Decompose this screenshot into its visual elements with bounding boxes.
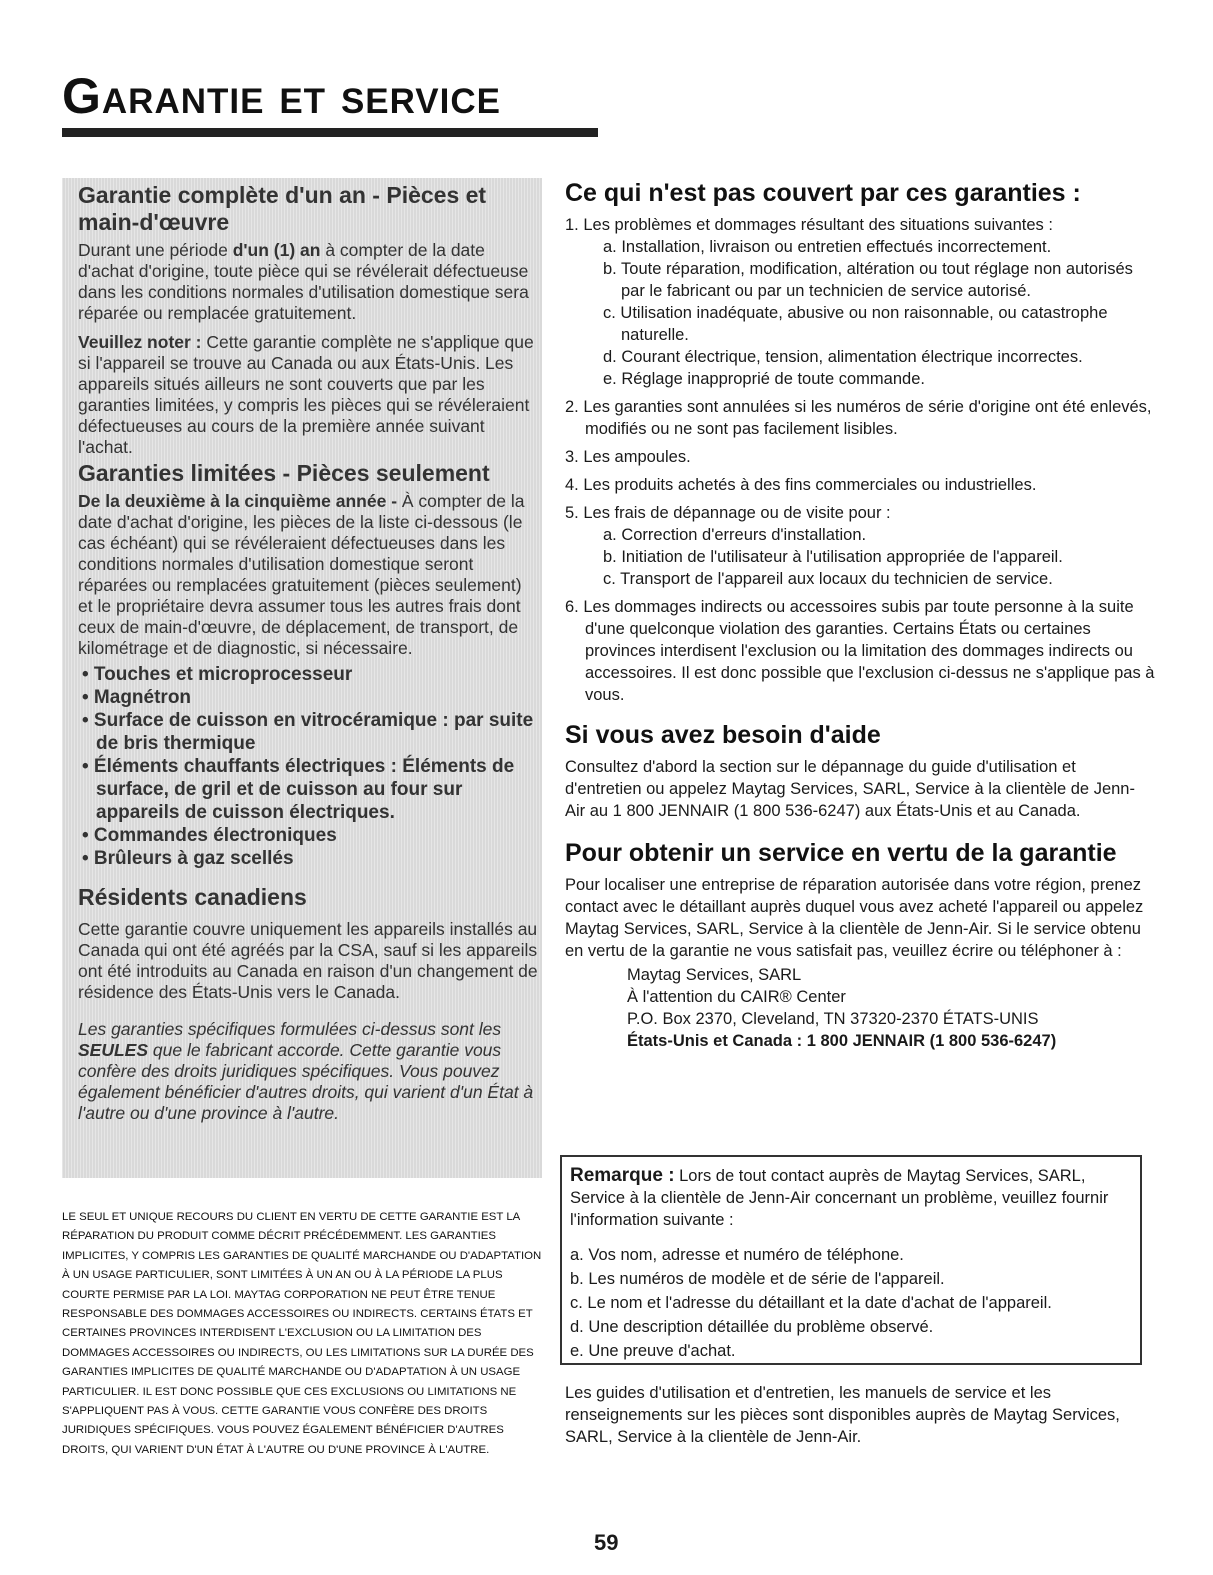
list-item: 6. Les dommages indirects ou accessoires subis par toute personne à la suite d'une quelconque violation des garanties. Certains États ou certaines provinces interdisent l'exclusion ou la limitation des dommages indirects ou accessoires. Il est donc possible que l'exclusion ci-dessus ne s'applique pas à vous. (565, 598, 1155, 704)
service-address (565, 964, 1155, 1052)
canadian-residents-text: Cette garantie couvre uniquement les appareils installés au Canada qui ont été agréés par la CSA, sauf si les appareils ont été introduits au Canada en raison d'un changement de résidence des États-Unis vers le Canada. (78, 919, 538, 1002)
full-warranty-text-a: Durant une période (78, 240, 233, 260)
not-covered-heading: Ce qui n'est pas couvert par ces garanties : (565, 179, 1081, 207)
note-text: Cette garantie complète ne s'applique que si l'appareil se trouve au Canada ou aux États-Unis. Les appareils situés ailleurs ne sont couverts que par les garanties limitées, y compris les pièces qui se révéleraient défectueuses au cours de la première année suivant l'achat. (78, 332, 534, 457)
list-item: • Surface de cuisson en vitrocéramique : par suite de bris thermique (82, 710, 534, 754)
list-item: e. Réglage inapproprié de toute commande. (603, 370, 925, 388)
limited-warranty-heading: Garanties limitées - Pièces seulement (78, 460, 490, 486)
address-line: P.O. Box 2370, Cleveland, TN 37320-2370 ÉTATS-UNIS (627, 1010, 1039, 1028)
specific-warranties-emphasis: SEULES (78, 1040, 149, 1060)
list-item: 4. Les produits achetés à des fins commerciales ou industrielles. (565, 476, 1037, 494)
full-warranty-text (78, 240, 540, 324)
list-item (565, 214, 1155, 390)
list-item: d. Une description détaillée du problème observé. (570, 1318, 934, 1336)
remark-list (570, 1243, 1132, 1363)
list-item: c. Utilisation inadéquate, abusive ou non raisonnable, ou catastrophe naturelle. (603, 304, 1108, 344)
list-item: a. Correction d'erreurs d'installation. (603, 526, 867, 544)
service-phone: États-Unis et Canada : 1 800 JENNAIR (1 800 536-6247) (627, 1032, 1057, 1050)
list-item: 3. Les ampoules. (565, 448, 691, 466)
list-item: • Commandes électroniques (82, 825, 337, 846)
right-column (565, 178, 1155, 1052)
service-text: Pour localiser une entreprise de réparation autorisée dans votre région, prenez contact avec le détaillant auprès duquel vous avez acheté l'appareil ou appelez Maytag Services, SARL, Service à la clientèle de Jenn-Air. Si le service obtenu en vertu de la garantie ne vous satisfait pas, veuillez écrire ou téléphoner à : (565, 876, 1144, 960)
help-heading: Si vous avez besoin d'aide (565, 721, 881, 749)
canadian-residents-heading: Résidents canadiens (78, 884, 307, 910)
remark-text (570, 1165, 1132, 1231)
closing-paragraph: Les guides d'utilisation et d'entretien, les manuels de service et les renseignements sur les pièces sont disponibles auprès de Maytag Services, SARL, Service à la clientèle de Jenn-Air. (565, 1384, 1120, 1446)
not-covered-item-1: 1. Les problèmes et dommages résultant des situations suivantes : (565, 216, 1053, 234)
full-warranty-heading: Garantie complète d'un an - Pièces et main-d'œuvre (78, 182, 487, 235)
note-label: Veuillez noter : (78, 332, 202, 352)
remark-box (560, 1155, 1142, 1365)
address-line: À l'attention du CAIR® Center (627, 988, 846, 1006)
page-number: 59 (594, 1530, 619, 1555)
list-item: e. Une preuve d'achat. (570, 1342, 736, 1360)
limited-warranty-period: De la deuxième à la cinquième année - (78, 491, 398, 511)
covered-parts-list (78, 663, 540, 870)
service-heading: Pour obtenir un service en vertu de la garantie (565, 839, 1117, 867)
list-item: • Éléments chauffants électriques : Éléments de surface, de gril et de cuisson au four sur appareils de cuisson électriques. (82, 756, 515, 823)
warranty-panel-content (78, 182, 540, 1124)
list-item: • Touches et microprocesseur (82, 664, 353, 685)
not-covered-sublist-5 (585, 524, 1155, 590)
remark-body: Lors de tout contact auprès de Maytag Services, SARL, Service à la clientèle de Jenn-Air concernant un problème, veuillez fournir l'information suivante : (570, 1167, 1109, 1229)
page-title: Garantie et service (62, 68, 501, 124)
limited-warranty-body: À compter de la date d'achat d'origine, les pièces de la liste ci-dessous (le cas échéant) qui se révéleraient défectueuses dans les conditions normales d'utilisation domestique seront réparées ou remplacées gratuitement (pièces seulement) et le propriétaire devra assumer tous les autres frais dont ceux de main-d'œuvre, de déplacement, de transport, de kilométrage et de diagnostic, si nécessaire. (78, 491, 525, 658)
list-item: • Magnétron (82, 687, 192, 708)
title-underline (62, 128, 598, 137)
list-item: c. Transport de l'appareil aux locaux du technicien de service. (603, 570, 1053, 588)
list-item: b. Toute réparation, modification, altération ou tout réglage non autorisés par le fabricant ou par un technicien de service autorisé. (603, 260, 1133, 300)
list-item: d. Courant électrique, tension, alimentation électrique incorrectes. (603, 348, 1083, 366)
not-covered-item-5: 5. Les frais de dépannage ou de visite pour : (565, 504, 891, 522)
not-covered-sublist-1 (585, 236, 1155, 390)
list-item: c. Le nom et l'adresse du détaillant et la date d'achat de l'appareil. (570, 1294, 1052, 1312)
note-paragraph (78, 332, 540, 458)
list-item: a. Vos nom, adresse et numéro de téléphone. (570, 1246, 904, 1264)
legal-disclaimer: LE SEUL ET UNIQUE RECOURS DU CLIENT EN VERTU DE CETTE GARANTIE EST LA RÉPARATION DU PRODUIT COMME DÉCRIT PRÉCÉDEMMENT. LES GARANTIES IMPLICITES, Y COMPRIS LES GARANTIES DE QUALITÉ MARCHANDE OU D'ADAPTATION À UN USAGE PARTICULIER, SONT LIMITÉES À UN AN OU À LA PÉRIODE LA PLUS COURTE PERMISE PAR LA LOI. MAYTAG CORPORATION NE PEUT ÊTRE TENUE RESPONSABLE DES DOMMAGES ACCESSOIRES OU INDIRECTS. CERTAINS ÉTATS ET CERTAINES PROVINCES INTERDISENT L'EXCLUSION OU LA LIMITATION DES DOMMAGES ACCESSOIRES OU INDIRECTS, OU LES LIMITATIONS SUR LA DURÉE DES GARANTIES IMPLICITES DE QUALITÉ MARCHANDE OU D'ADAPTATION À UN USAGE PARTICULIER. IL EST DONC POSSIBLE QUE CES EXCLUSIONS OU LIMITATIONS NE S'APPLIQUENT PAS À VOUS. CETTE GARANTIE VOUS CONFÈRE DES DROITS JURIDIQUES SPÉCIFIQUES. VOUS POUVEZ ÉGALEMENT BÉNÉFICIER D'AUTRES DROITS, QUI VARIENT D'UN ÉTAT À L'AUTRE OU D'UNE PROVINCE À L'AUTRE. (62, 1211, 542, 1456)
list-item: b. Les numéros de modèle et de série de l'appareil. (570, 1270, 945, 1288)
help-text: Consultez d'abord la section sur le dépannage du guide d'utilisation et d'entretien ou appelez Maytag Services, SARL, Service à la clientèle de Jenn-Air au 1 800 JENNAIR (1 800 536-6247) aux États-Unis et au Canada. (565, 758, 1135, 820)
address-line: Maytag Services, SARL (627, 966, 802, 984)
list-item: a. Installation, livraison ou entretien effectués incorrectement. (603, 238, 1052, 256)
list-item: 2. Les garanties sont annulées si les numéros de série d'origine ont été enlevés, modifiés ou ne sont pas facilement lisibles. (565, 398, 1152, 438)
not-covered-list (565, 214, 1155, 706)
specific-warranties-a: Les garanties spécifiques formulées ci-dessus sont les (78, 1019, 502, 1039)
limited-warranty-text (78, 491, 540, 659)
full-warranty-text-c: à compter de la date d'achat d'origine, toute pièce qui se révélerait défectueuse dans les conditions normales d'utilisation domestique sera réparée ou remplacée gratuitement. (78, 240, 529, 323)
specific-warranties-c: que le fabricant accorde. Cette garantie vous confère des droits juridiques spécifiques. Vous pouvez également bénéficier d'autres droits, qui varient d'un État à l'autre ou d'une province à l'autre. (78, 1040, 534, 1123)
list-item (565, 502, 1155, 590)
specific-warranties-text (78, 1019, 540, 1124)
full-warranty-period: d'un (1) an (232, 240, 321, 260)
remark-label: Remarque : (570, 1165, 675, 1186)
list-item: b. Initiation de l'utilisateur à l'utilisation appropriée de l'appareil. (603, 548, 1063, 566)
list-item: • Brûleurs à gaz scellés (82, 848, 294, 869)
